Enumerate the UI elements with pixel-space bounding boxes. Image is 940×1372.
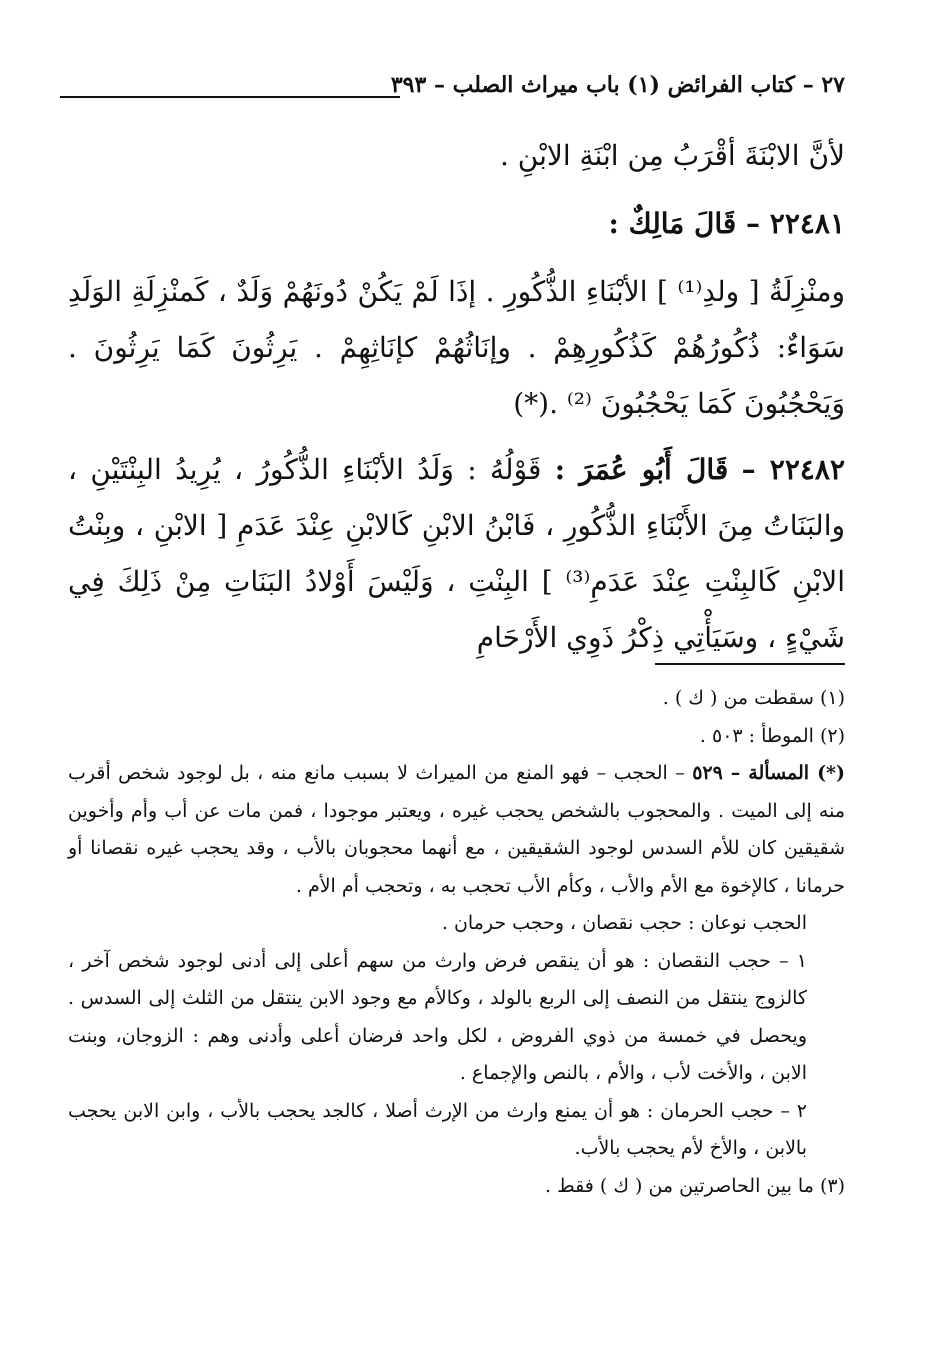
main-line-1: لأنَّ الابْنَةَ أقْرَبُ مِن ابْنَةِ الابْنِ . xyxy=(499,139,845,172)
footnote-3: (٣) ما بين الحاصرتين من ( ك ) فقط . xyxy=(545,1174,845,1197)
paragraph-2481-heading xyxy=(68,196,845,252)
page-header xyxy=(60,62,845,106)
footnote-star-text: – الحجب – فهو المنع من الميراث لا بسبب مانع منه ، بل لوجود شخص أقرب منه إلى الميت . والمحجوب بالشخص يحجب غيره ، ويعتبر موجودا ، فمن مات عن أب وأم وأخوين شقيقين كان للأم السدس لوجود الشقيقين ، مع أنهما محجوبان بالأب ، وقد يحجب غيره نقصانا أو حرمانا ، كالإخوة مع الأم والأب ، وكأم الأب تحجب به ، وتحجب أم الأم . xyxy=(68,762,845,897)
paragraph-2482 xyxy=(68,442,845,666)
footnotes xyxy=(68,680,845,1205)
paragraph-2482-text: قَوْلُهُ : وَلَدُ الأبْنَاءِ الذُّكُورُ ، يُرِيدُ البِنْتَيْنِ ، والبَنَاتُ مِنَ الأَبْنَاءِ الذُّكُورِ ، فَابْنُ الابْنِ كَالابْنِ عِنْدَ عَدَمِ [ الابْنِ ، وبِنْتُ الابْنِ كَالبِنْتِ عِنْدَ عَدَمِ⁽³⁾ ] البِنْتِ ، وَلَيْسَ أَوْلادُ البَنَاتِ مِنْ ذَلِكَ فِي شَيْءٍ ، وسَيَأْتِي ذِكْرُ ذَوِي الأَرْحَامِ xyxy=(68,453,846,654)
hajb-type-2: ٢ – حجب الحرمان : هو أن يمنع وارث من الإرث أصلا ، كالجد يحجب بالأب ، وابن الابن يحجب بالابن ، والأخ لأم يحجب بالأب. xyxy=(68,1099,807,1159)
header-rule xyxy=(60,96,400,98)
footnote-separator xyxy=(655,663,845,665)
paragraph-2481-text: ومنْزِلَةُ [ ولدِ⁽¹⁾ ] الأبْنَاءِ الذُّكُورِ . إذَا لَمْ يَكُنْ دُونَهُمْ وَلَدٌ ، كَمنْزِلَةِ الوَلَدِ سَوَاءٌ: ذُكُورُهُمْ كَذُكُورِهِمْ . وإنَاثُهُمْ كإنَاثِهِمْ . يَرِثُونَ كَمَا يَرِثُونَ . وَيَحْجُبُونَ كَمَا يَحْجُبُونَ ⁽²⁾ .(*) xyxy=(68,275,845,420)
running-header-title: ٢٧ – كتاب الفرائض (١) باب ميراث الصلب – ٣٩٣ xyxy=(390,72,845,98)
paragraph-number: ٢٢٤٨١ – xyxy=(746,207,845,240)
hajb-type-1: ١ – حجب النقصان : هو أن ينقص فرض وارث من سهم أعلى إلى أدنى لوجود شخص آخر ، كالزوج ينتقل من النصف إلى الربع بالولد ، وكالأم مع وجود الابن ينتقل من الثلث إلى السدس . ويحصل في خمسة من ذوي الفروض ، لكل واحد فرضان أعلى وأدنى وهم : الزوجان، وبنت الابن ، والأخت لأب ، والأم ، بالنص والإجماع . xyxy=(68,949,807,1084)
main-text xyxy=(68,128,845,666)
footnote-2: (٢) الموطأ : ٥٠٣ . xyxy=(699,724,845,747)
hajb-types: الحجب نوعان : حجب نقصان ، وحجب حرمان . xyxy=(441,912,807,934)
speaker: قَالَ مَالِكٌ : xyxy=(608,207,737,240)
footnote-star-label: (*) المسألة – ٥٢٩ xyxy=(692,762,845,784)
footnote-1: (١) سقطت من ( ك ) . xyxy=(662,687,845,709)
paragraph-number: ٢٢٤٨٢ – xyxy=(741,453,845,486)
footnote-star xyxy=(68,755,845,905)
speaker: قَالَ أَبُو عُمَرَ : xyxy=(554,453,729,486)
